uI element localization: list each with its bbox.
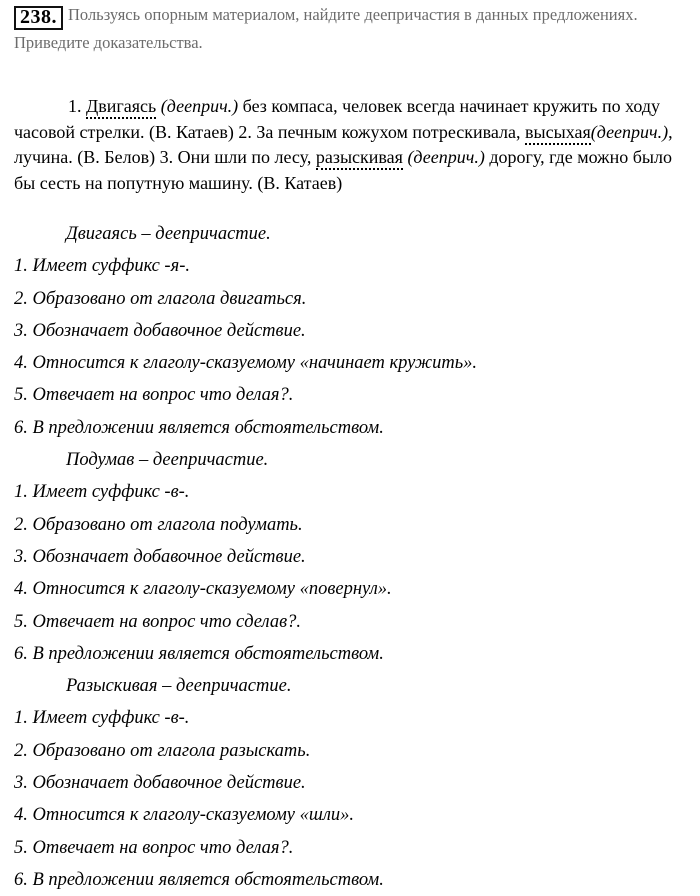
analysis-item: 4. Относится к глаголу-сказуемому «начинает кружить». xyxy=(14,353,478,374)
sentence-3-number: 3. xyxy=(159,147,174,167)
analysis-item: 3. Обозначает добавочное действие. xyxy=(14,320,306,341)
analysis-item: 6. В предложении является обстоятельством. xyxy=(14,417,384,438)
sentence-2-text: , лучина. (В. Белов) xyxy=(14,121,673,167)
analysis-item: 2. Образовано от глагола подумать. xyxy=(14,514,303,535)
source-sentences-paragraph xyxy=(14,94,678,196)
sentence-3-lead: Они шли по лесу, xyxy=(177,147,312,167)
analysis-item: 4. Относится к глаголу-сказуемому «шли». xyxy=(14,805,355,826)
analysis-heading: Подумав – деепричастие. xyxy=(66,450,269,471)
sentence-2-lead: За печным кожухом потрескивала, xyxy=(256,121,521,142)
analysis-item: 6. В предложении является обстоятельством. xyxy=(14,869,384,890)
analysis-item: 1. Имеет суффикс -я-. xyxy=(14,256,190,277)
sentence-3-text: дорогу, где можно было бы сесть на попутную машину. (В. Катаев) xyxy=(14,147,672,193)
analysis-block-3 xyxy=(14,670,678,896)
analysis-item: 5. Отвечает на вопрос что делая?. xyxy=(14,385,294,406)
analysis-item: 6. В предложении является обстоятельством. xyxy=(14,643,384,664)
gerund-dvigayas: Двигаясь xyxy=(86,96,156,119)
sentence-1-text: без компаса, человек всегда начинает кружить по ходу часовой стрелки. (В. Катаев) xyxy=(14,96,661,142)
analysis-item: 3. Обозначает добавочное действие. xyxy=(14,773,306,794)
gerund-label-3: (дееприч.) xyxy=(407,147,485,167)
gerund-label-2: (дееприч.) xyxy=(590,121,669,142)
exercise-task-text: Пользуясь опорным материалом, найдите деепричастия в данных предложениях. Приведите доказательства. xyxy=(14,5,638,52)
analysis-block-1 xyxy=(14,218,678,444)
gerund-razyskivaya: разыскивая xyxy=(316,147,403,170)
analysis-item: 1. Имеет суффикс -в-. xyxy=(14,708,190,729)
sentence-1-number: 1. xyxy=(68,96,82,116)
analysis-block-2 xyxy=(14,444,678,670)
exercise-header xyxy=(14,2,686,55)
analysis-item: 2. Образовано от глагола разыскать. xyxy=(14,740,311,761)
analysis-item: 3. Обозначает добавочное действие. xyxy=(14,546,306,567)
sentence-2-number: 2. xyxy=(238,121,252,142)
analysis-item: 1. Имеет суффикс -в-. xyxy=(14,482,190,503)
analysis-item: 5. Отвечает на вопрос что делая?. xyxy=(14,837,294,858)
exercise-number-badge: 238. xyxy=(14,6,63,30)
analysis-heading: Разыскивая – деепричастие. xyxy=(66,676,292,697)
analysis-item: 5. Отвечает на вопрос что сделав?. xyxy=(14,611,301,632)
analysis-heading: Двигаясь – деепричастие. xyxy=(66,224,271,244)
gerund-vysyhaya: высыхая xyxy=(525,122,591,145)
analysis-item: 2. Образовано от глагола двигаться. xyxy=(14,288,307,309)
analysis-section xyxy=(14,218,678,896)
gerund-label-1: (дееприч.) xyxy=(160,96,239,116)
analysis-item: 4. Относится к глаголу-сказуемому «повернул». xyxy=(14,579,392,600)
